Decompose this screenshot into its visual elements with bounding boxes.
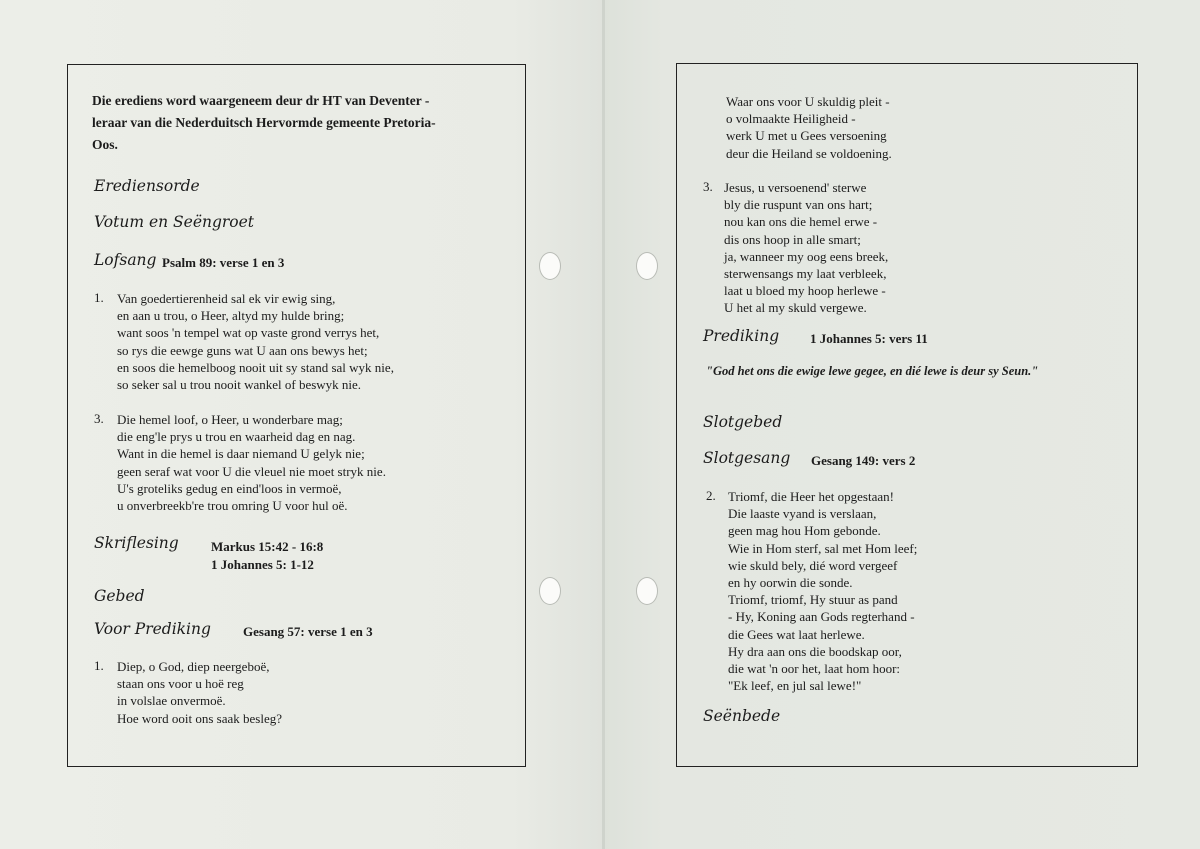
gesang149-verse-2-number: 2. (706, 488, 716, 503)
skriflesing-reference-1: Markus 15:42 - 16:8 (211, 539, 324, 554)
verse-line: laat u bloed my hoop herlewe - (724, 283, 886, 299)
gesang149-verse-2-text (728, 488, 917, 694)
verse-line: Die laaste vyand is verslaan, (728, 506, 877, 522)
lofsang-heading: Lofsang (94, 251, 157, 269)
verse-line: Jesus, u versoenend' sterwe (724, 180, 867, 195)
verse-line: Hoe word ooit ons saak besleg? (117, 710, 282, 726)
verse-line: U het al my skuld vergewe. (724, 300, 867, 316)
verse-line: in volslae onvermoë. (117, 693, 226, 709)
intro-line-2: leraar van die Nederduitsch Hervormde gemeente Pretoria- (92, 115, 436, 130)
punch-hole-right-bottom (636, 577, 658, 605)
verse-line: staan ons voor u hoë reg (117, 676, 244, 692)
verse-line: en hy oorwin die sonde. (728, 575, 853, 591)
verse-line: sterwensangs my laat verbleek, (724, 266, 887, 282)
verse-line: die wat 'n oor het, laat hom hoor: (728, 661, 901, 677)
verse-line: Die hemel loof, o Heer, u wonderbare mag; (117, 412, 343, 427)
verse-line: Hy dra aan ons die boodskap oor, (728, 643, 902, 659)
skriflesing-reference-2: 1 Johannes 5: 1-12 (211, 557, 314, 572)
gesang57-verse-3-number: 3. (703, 179, 713, 194)
intro-line-1: Die erediens word waargeneem deur dr HT van Deventer - (92, 93, 430, 108)
verse-line: geen mag hou Hom gebonde. (728, 523, 881, 539)
verse-line: - Hy, Koning aan Gods regterhand - (728, 609, 915, 625)
lofsang-reference: Psalm 89: verse 1 en 3 (162, 255, 285, 270)
punch-hole-left-bottom (539, 577, 561, 605)
verse-line: Diep, o God, diep neergeboë, (117, 659, 270, 674)
verse-line: nou kan ons die hemel erwe - (724, 214, 878, 230)
verse-line: Wie in Hom sterf, sal met Hom leef; (728, 540, 918, 556)
verse-line: want soos 'n tempel wat op vaste grond verrys het, (117, 325, 380, 341)
verse-line: en soos die hemelboog nooit uit sy stand sal wyk nie, (117, 359, 394, 375)
prediking-heading: Prediking (703, 327, 780, 345)
gesang57-verse-1-continued (726, 93, 892, 162)
verse-line: bly die ruspunt van ons hart; (724, 197, 873, 213)
punch-hole-right-top (636, 252, 658, 280)
verse-line: dis ons hoop in alle smart; (724, 231, 861, 247)
page-fold (602, 0, 605, 849)
psalm-verse-3-number: 3. (94, 411, 104, 426)
verse-line: wie skuld bely, dié word vergeef (728, 557, 898, 573)
verse-line: werk U met u Gees versoening (726, 128, 887, 144)
verse-line: Want in die hemel is daar niemand U gelyk nie; (117, 446, 365, 462)
verse-line: so rys die eewge guns wat U aan ons bewys het; (117, 342, 368, 358)
voor-prediking-heading: Voor Prediking (94, 620, 211, 638)
verse-line: en aan u trou, o Heer, altyd my hulde bring; (117, 308, 345, 324)
scripture-quote: "God het ons die ewige lewe gegee, en dié lewe is deur sy Seun." (706, 364, 1039, 378)
verse-line: die Gees wat laat herlewe. (728, 626, 865, 642)
verse-line: so seker sal u trou nooit wankel of beswyk nie. (117, 377, 362, 393)
psalm-verse-3-text (117, 411, 386, 514)
skriflesing-heading: Skriflesing (94, 534, 179, 552)
gesang57-verse-1-number: 1. (94, 658, 104, 673)
votum-heading: Votum en Seëngroet (94, 213, 255, 231)
verse-line: o volmaakte Heiligheid - (726, 111, 856, 127)
verse-line: die eng'le prys u trou en waarheid dag en nag. (117, 429, 356, 445)
punch-hole-left-top (539, 252, 561, 280)
intro-line-3: Oos. (92, 137, 118, 152)
gesang57-verse-1-text (117, 658, 282, 727)
psalm-verse-1-text (117, 290, 394, 393)
verse-line: Triomf, die Heer het opgestaan! (728, 489, 894, 504)
verse-line: ja, wanneer my oog eens breek, (724, 248, 889, 264)
verse-line: U's groteliks gedug en eind'loos in vermoë, (117, 480, 342, 496)
slotgesang-reference: Gesang 149: vers 2 (811, 453, 916, 468)
verse-line: u onverbreekb're trou omring U voor hul oë. (117, 498, 348, 514)
verse-line: Triomf, triomf, Hy stuur as pand (728, 592, 898, 608)
order-heading: Erediensorde (94, 177, 200, 195)
psalm-verse-1-number: 1. (94, 290, 104, 305)
verse-line: Van goedertierenheid sal ek vir ewig sing, (117, 291, 336, 306)
slotgesang-heading: Slotgesang (703, 449, 791, 467)
voor-prediking-reference: Gesang 57: verse 1 en 3 (243, 624, 373, 639)
slotgebed-heading: Slotgebed (703, 413, 783, 431)
gebed-heading: Gebed (94, 587, 145, 605)
prediking-reference: 1 Johannes 5: vers 11 (810, 331, 928, 346)
verse-line: deur die Heiland se voldoening. (726, 145, 892, 161)
verse-line: "Ek leef, en jul sal lewe!" (728, 678, 862, 694)
gesang57-verse-3-text (724, 179, 888, 317)
seenbede-heading: Seënbede (703, 707, 781, 725)
verse-line: Waar ons voor U skuldig pleit - (726, 94, 890, 109)
verse-line: geen seraf wat voor U die vleuel nie moet stryk nie. (117, 463, 386, 479)
